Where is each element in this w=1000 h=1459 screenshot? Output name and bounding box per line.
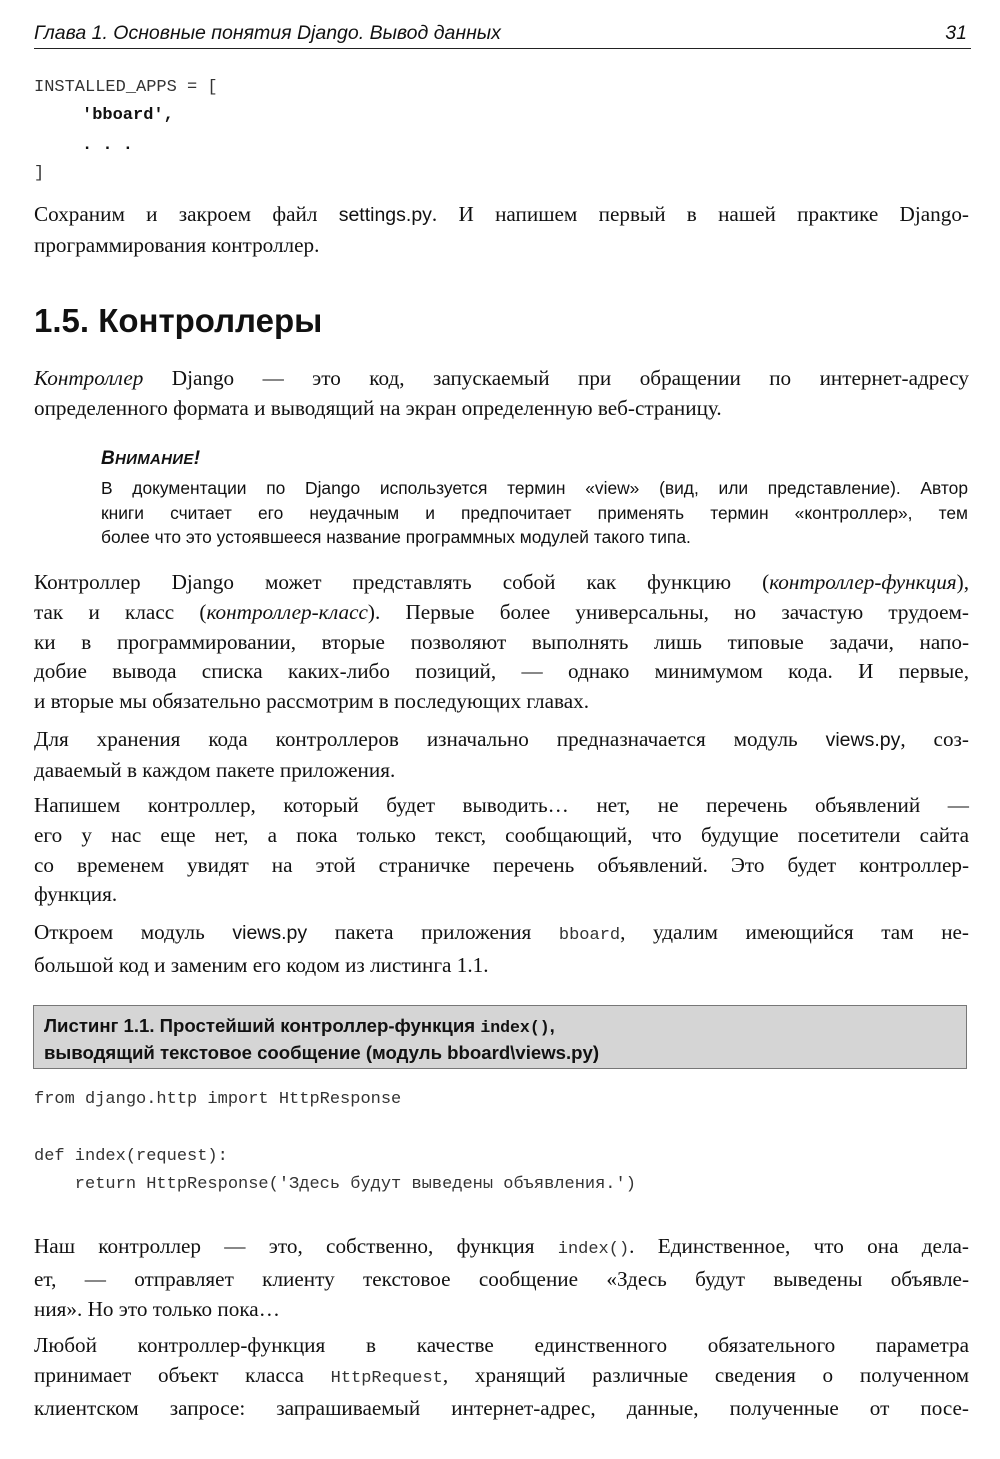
inline-code: index() <box>480 1018 550 1037</box>
note-body: В документации по Django используется термин «view» (вид, или представление). Автор книги считает его неудачным и предпочитает применять термин «контроллер», тем более что это устоявшееся название программных модулей такого типа. <box>101 478 968 548</box>
filename: views.py <box>232 922 308 944</box>
code-line: ] <box>34 164 45 183</box>
filename: settings.py <box>338 204 432 226</box>
filename: views.py <box>825 729 901 751</box>
code-line: INSTALLED_APPS = [ <box>34 78 218 97</box>
page-header <box>34 22 971 49</box>
paragraph-save-settings: Сохраним и закроем файл settings.py. И напишем первый в нашей практике Django- программирования контроллер. <box>34 202 969 257</box>
inline-code: bboard <box>558 926 621 945</box>
code-line: from django.http import HttpResponse <box>34 1090 402 1109</box>
paragraph-write-controller: Напишем контроллер, который будет выводить… нет, не перечень объявлений — его у нас еще нет, а пока только текст, сообщающий, что будущие посетители сайта со временем увидят на этой страничке перечень объявлений. Это будет контроллер- функция. <box>34 793 969 907</box>
section-title: 1.5. Контроллеры <box>34 302 323 339</box>
paragraph-controller-definition: Контроллер Django — это код, запускаемый при обращении по интернет-адресу определенного формата и выводящий на экран определенную веб-страницу. <box>34 366 969 420</box>
term: Контроллер <box>34 366 144 390</box>
code-line: . . . <box>82 136 134 155</box>
paragraph-views-module: Для хранения кода контроллеров изначально предназначается модуль views.py, соз- даваемый в каждом пакете приложения. <box>34 727 969 782</box>
listing-title: Листинг 1.1. Простейший контроллер-функция index(), выводящий текстовое сообщение (модуль bboard\views.py) <box>33 1005 967 1069</box>
inline-code: index() <box>557 1240 630 1259</box>
paragraph-our-controller: Наш контроллер — это, собственно, функция index(). Единственное, что она дела- ет, — отправляет клиенту текстовое сообщение «Здесь будут выведены объявле- ния». Но это только пока… <box>34 1234 969 1321</box>
page-number: 31 <box>945 22 967 44</box>
code-line: return HttpResponse('Здесь будут выведены объявления.') <box>34 1175 636 1194</box>
code-line: 'bboard', <box>82 106 174 125</box>
inline-code: HttpRequest <box>330 1368 443 1388</box>
paragraph-controller-types: Контроллер Django может представлять собой как функцию (контроллер-функция), так и класс (контроллер-класс). Первые более универсальны, но зачастую трудоем- ки в программировании, вторые позволяют выполнять лишь типовые задачи, напо- добие вывода списка каких-либо позиций, — однако минимумом кода. И первые, и вторые мы обязательно рассмотрим в последующих главах. <box>34 570 969 714</box>
attention-note <box>101 448 968 550</box>
code-line: def index(request): <box>34 1147 228 1166</box>
paragraph-open-module: Откроем модуль views.py пакета приложения bboard, удалим имеющийся там не- большой код и заменим его кодом из листинга 1.1. <box>34 920 969 977</box>
note-title: ВНИМАНИЕ! <box>101 448 201 469</box>
paragraph-http-request: Любой контроллер-функция в качестве единственного обязательного параметра принимает объект класса HttpRequest, хранящий различные сведения о полученном клиентском запросе: запрашиваемый интернет-адрес, данные, полученные от посе- <box>34 1333 970 1420</box>
chapter-title: Глава 1. Основные понятия Django. Вывод данных <box>34 22 501 44</box>
